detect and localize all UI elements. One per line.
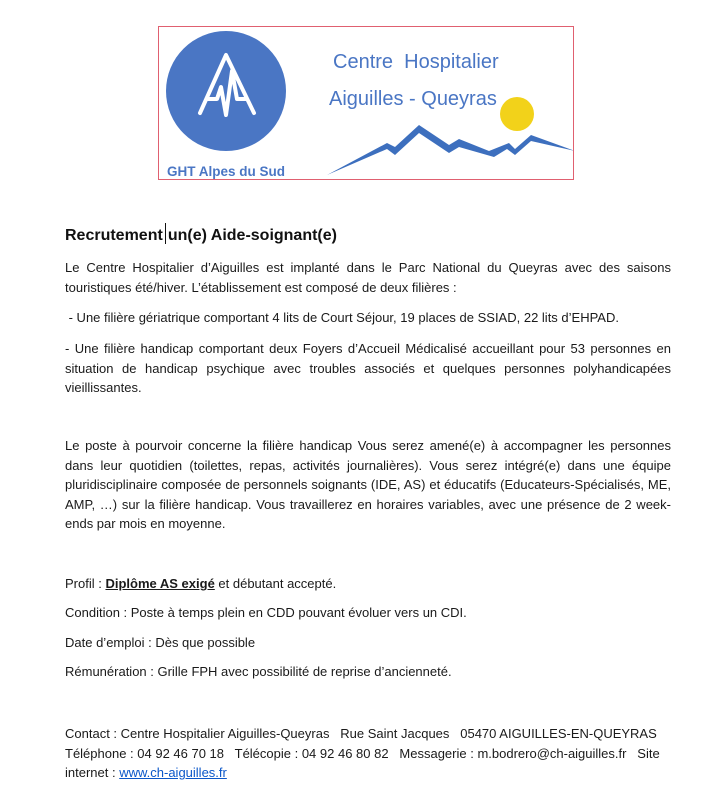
intro-text: Le Centre Hospitalier d’Aiguilles est implanté dans le Parc National du Queyras avec des saisons touristiques été/hiver. L’établissement est composé de deux filières : [65, 260, 671, 295]
date-emploi-line [65, 633, 671, 653]
hospital-name-line1: Centre Hospitalier [333, 51, 499, 73]
list-item-geriatrie-text: - Une filière gériatrique comportant 4 lits de Court Séjour, 19 places de SSIAD, 22 lits d’EHPAD. [65, 310, 619, 325]
website-link[interactable]: www.ch-aiguilles.fr [119, 765, 227, 780]
contact-line3-prefix: internet : [65, 765, 120, 780]
remuneration-line [65, 662, 671, 682]
hospital-logo [158, 26, 574, 180]
profil-line [65, 574, 671, 594]
mountains-icon [327, 125, 573, 175]
contact-line1: Contact : Centre Hospitalier Aiguilles-Queyras Rue Saint Jacques 05470 AIGUILLES-EN-QUEYRAS [65, 726, 657, 741]
date-emploi-text: Date d’emploi : Dès que possible [65, 635, 256, 650]
list-item-handicap-text: - Une filière handicap comportant deux Foyers d’Accueil Médicalisé accueillant pour 53 personnes en situation de handicap psychique avec troubles associés et quelques personnes polyhandicapées vieillissantes. [65, 341, 671, 395]
remuneration-text: Rémunération : Grille FPH avec possibilité de reprise d’ancienneté. [65, 664, 452, 679]
condition-text: Condition : Poste à temps plein en CDD pouvant évoluer vers un CDI. [65, 605, 467, 620]
poste-paragraph [65, 436, 671, 534]
title-part2: un(e) Aide-soignant(e) [167, 227, 337, 244]
intro-paragraph [65, 258, 671, 297]
sun-icon [500, 97, 534, 131]
ght-label: GHT Alpes du Sud [167, 164, 285, 179]
page-title [65, 223, 337, 247]
list-item-handicap [65, 339, 671, 398]
text-cursor [165, 223, 166, 244]
logo-graphic [159, 27, 573, 179]
condition-line [65, 603, 671, 623]
list-item-geriatrie [65, 308, 671, 328]
profil-emphasis: Diplôme AS exigé [105, 576, 215, 591]
profil-rest: et débutant accepté. [214, 576, 337, 591]
hospital-name-line2: Aiguilles - Queyras [329, 88, 497, 110]
contact-line2: Téléphone : 04 92 46 70 18 Télécopie : 04 92 46 80 82 Messagerie : m.bodrero@ch-aiguilles.fr Site [65, 745, 660, 761]
profil-label: Profil : [65, 576, 106, 591]
ght-emblem-circle [166, 31, 286, 151]
contact-block [65, 724, 671, 783]
poste-text: Le poste à pourvoir concerne la filière handicap Vous serez amené(e) à accompagner les personnes dans leur quotidien (toilettes, repas, activités journalières). Vous serez intégré(e) dans une équipe pluridisciplinaire composée de personnels soignants (IDE, AS) et éducatifs (Educateurs-Spécialisés, ME, AMP, …) sur la filière handicap. Vous travaillerez en horaires variables, avec une présence de 2 week-ends par mois en moyenne. [65, 438, 671, 531]
title-part1: Recrutement [65, 227, 163, 244]
